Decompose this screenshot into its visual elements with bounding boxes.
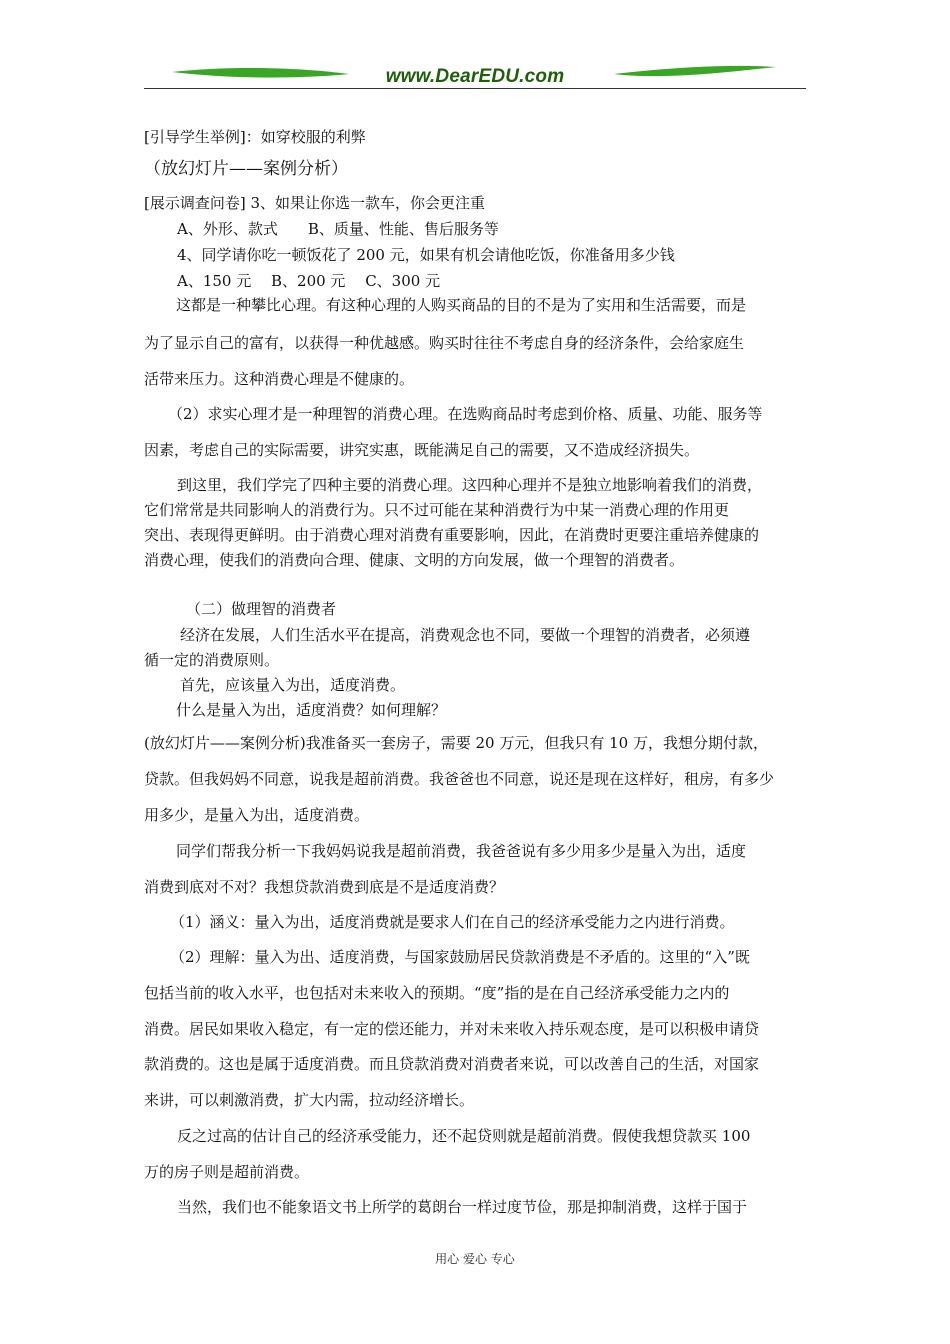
text-line: 这都是一种攀比心理。有这种心理的人购买商品的目的不是为了实用和生活需要，而是 [176, 296, 747, 314]
header-divider [144, 88, 806, 89]
text-line: 它们常常是共同影响人的消费行为。只不过可能在某种消费行为中某一消费心理的作用更 [144, 501, 730, 519]
site-header [144, 58, 806, 92]
text-line: 反之过高的估计自己的经济承受能力，还不起贷则就是超前消费。假使我想贷款买 100 [177, 1127, 751, 1145]
text-line: 首先，应该量入为出，适度消费。 [180, 676, 406, 694]
text-line: 4、同学请你吃一顿饭花了 200 元，如果有机会请他吃饭，你准备用多少钱 [177, 246, 675, 264]
text-line: 贷款。但我妈妈不同意，说我是超前消费。我爸爸也不同意，说还是现在这样好，租房，有多少 [144, 770, 775, 788]
text-line: (放幻灯片——案例分析)我准备买一套房子，需要 20 万元，但我只有 10 万，我想分期付款， [144, 734, 768, 752]
site-logo-text[interactable]: www.DearEDU.com [385, 66, 565, 87]
text-line: 款消费的。这也是属于适度消费。而且贷款消费对消费者来说，可以改善自己的生活，对国家 [144, 1055, 760, 1073]
text-line: [引导学生举例]：如穿校服的利弊 [144, 128, 366, 146]
text-line: 消费。居民如果收入稳定，有一定的偿还能力，并对未来收入持乐观态度，是可以积极申请贷 [144, 1020, 760, 1038]
text-line: 消费到底对不对？我想贷款消费到底是不是适度消费？ [144, 878, 505, 896]
text-line: A、150 元 B、200 元 C、300 元 [177, 272, 441, 290]
text-line: 来讲，可以刺激消费，扩大内需，拉动经济增长。 [144, 1091, 475, 1109]
text-line: 用多少，是量入为出，适度消费。 [144, 806, 370, 824]
text-line: 循一定的消费原则。 [144, 651, 280, 669]
text-line: 因素，考虑自己的实际需要，讲究实惠，既能满足自己的需要，又不造成经济损失。 [144, 441, 700, 459]
text-line: （2）求实心理才是一种理智的消费心理。在选购商品时考虑到价格、质量、功能、服务等 [168, 405, 763, 423]
text-line: A、外形、款式 B、质量、性能、售后服务等 [177, 220, 499, 238]
text-line: （2）理解：量入为出、适度消费，与国家鼓励居民贷款消费是不矛盾的。这里的“入”既 [170, 948, 750, 966]
text-line: 万的房子则是超前消费。 [144, 1163, 310, 1181]
text-line: 同学们帮我分析一下我妈妈说我是超前消费，我爸爸说有多少用多少是量入为出，适度 [176, 842, 747, 860]
text-line: [展示调查问卷] 3、如果让你选一款车，你会更注重 [144, 194, 486, 212]
text-line: 包括当前的收入水平，也包括对未来收入的预期。“度”指的是在自己经济承受能力之内的 [144, 984, 730, 1002]
text-line: 到这里，我们学完了四种主要的消费心理。这四种心理并不是独立地影响着我们的消费， [177, 476, 763, 494]
text-line: （放幻灯片——案例分析） [144, 159, 348, 179]
text-line: 什么是量入为出，适度消费？如何理解？ [176, 701, 447, 719]
text-line: 经济在发展，人们生活水平在提高，消费观念也不同，要做一个理智的消费者，必须遵 [180, 626, 751, 644]
page-footer: 用心 爱心 专心 [435, 1252, 515, 1266]
text-line: 当然，我们也不能象语文书上所学的葛朗台一样过度节俭，那是抑制消费，这样于国于 [177, 1198, 748, 1216]
text-line: 为了显示自己的富有，以获得一种优越感。购买时往往不考虑自身的经济条件，会给家庭生 [144, 334, 745, 352]
text-line: 消费心理，使我们的消费向合理、健康、文明的方向发展，做一个理智的消费者。 [144, 551, 685, 569]
text-line: 活带来压力。这种消费心理是不健康的。 [144, 370, 415, 388]
section-heading: （二）做理智的消费者 [186, 600, 337, 618]
text-line: 突出、表现得更鲜明。由于消费心理对消费有重要影响，因此，在消费时更要注重培养健康的 [144, 526, 760, 544]
text-line: （1）涵义：量入为出，适度消费就是要求人们在自己的经济承受能力之内进行消费。 [170, 913, 735, 931]
